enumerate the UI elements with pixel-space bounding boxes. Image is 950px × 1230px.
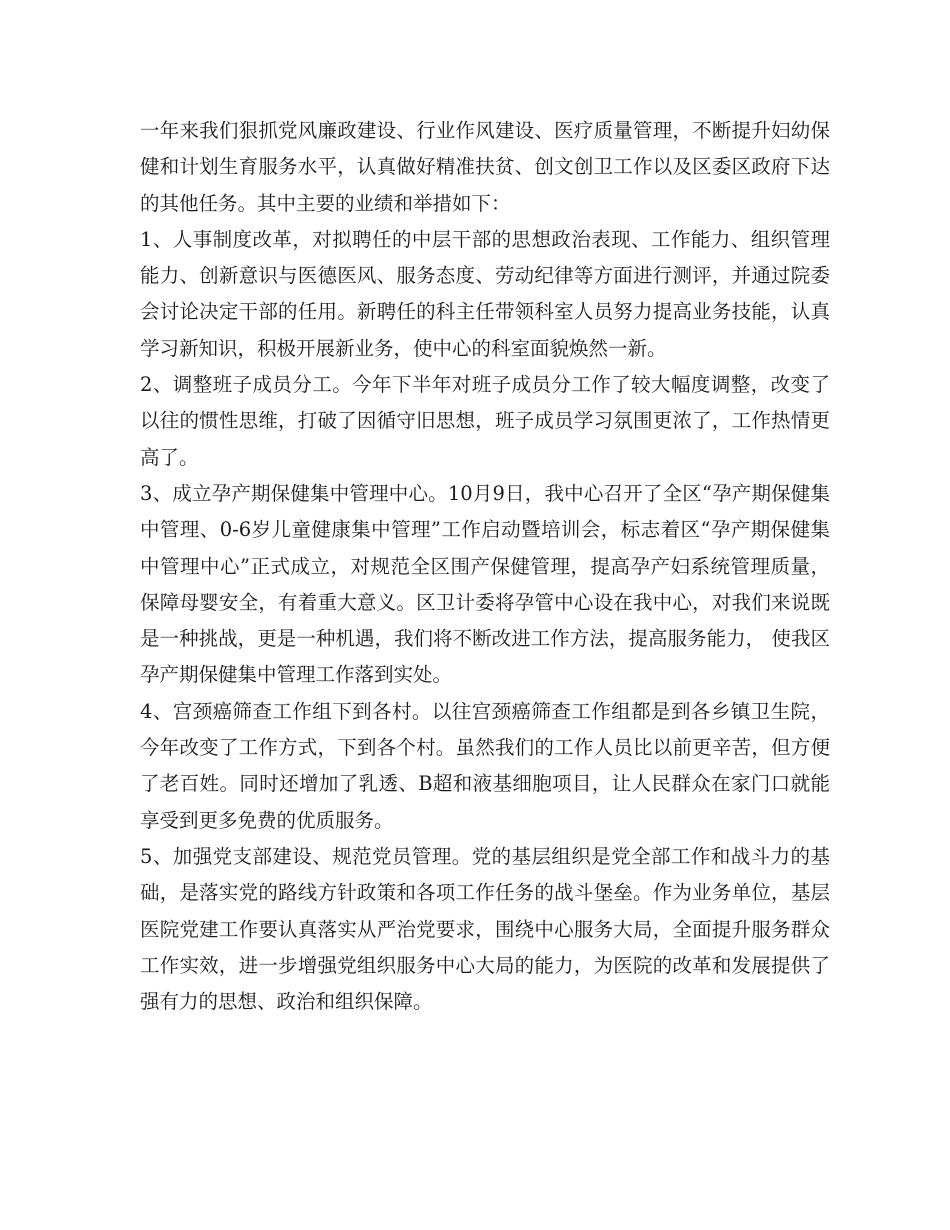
item-2-paragraph: 2、调整班子成员分工。今年下半年对班子成员分工作了较大幅度调整，改变了以往的惯性思维，打破了因循守旧思想，班子成员学习氛围更浓了，工作热情更高了。 xyxy=(140,373,830,469)
item-4-paragraph: 4、宫颈癌筛查工作组下到各村。以往宫颈癌筛查工作组都是到各乡镇卫生院，今年改变了工作方式，下到各个村。虽然我们的工作人员比以前更辛苦，但方便了老百姓。同时还增加了乳透、B超和液基细胞项目，让人民群众在家门口就能享受到更多免费的优质服务。 xyxy=(140,699,830,832)
document-body xyxy=(140,113,830,1020)
item-1-paragraph: 1、人事制度改革，对拟聘任的中层干部的思想政治表现、工作能力、组织管理能力、创新意识与医德医风、服务态度、劳动纪律等方面进行测评，并通过院委会讨论决定干部的任用。新聘任的科主任带领科室人员努力提高业务技能，认真学习新知识，积极开展新业务，使中心的科室面貌焕然一新。 xyxy=(140,227,830,360)
item-3-paragraph: 3、成立孕产期保健集中管理中心。10月9日，我中心召开了全区“孕产期保健集中管理、0-6岁儿童健康集中管理”工作启动暨培训会，标志着区“孕产期保健集中管理中心”正式成立，对规范全区围产保健管理，提高孕产妇系统管理质量，保障母婴安全，有着重大意义。区卫计委将孕管中心设在我中心，对我们来说既是一种挑战，更是一种机遇，我们将不断改进工作方法，提高服务能力， 使我区孕产期保健集中管理工作落到实处。 xyxy=(140,481,830,687)
item-5-paragraph: 5、加强党支部建设、规范党员管理。党的基层组织是党全部工作和战斗力的基础，是落实党的路线方针政策和各项工作任务的战斗堡垒。作为业务单位，基层医院党建工作要认真落实从严治党要求，围绕中心服务大局，全面提升服务群众工作实效，进一步增强党组织服务中心大局的能力，为医院的改革和发展提供了强有力的思想、政治和组织保障。 xyxy=(140,844,830,1014)
intro-paragraph: 一年来我们狠抓党风廉政建设、行业作风建设、医疗质量管理，不断提升妇幼保健和计划生育服务水平，认真做好精准扶贫、创文创卫工作以及区委区政府下达的其他任务。其中主要的业绩和举措如下： xyxy=(140,119,830,215)
